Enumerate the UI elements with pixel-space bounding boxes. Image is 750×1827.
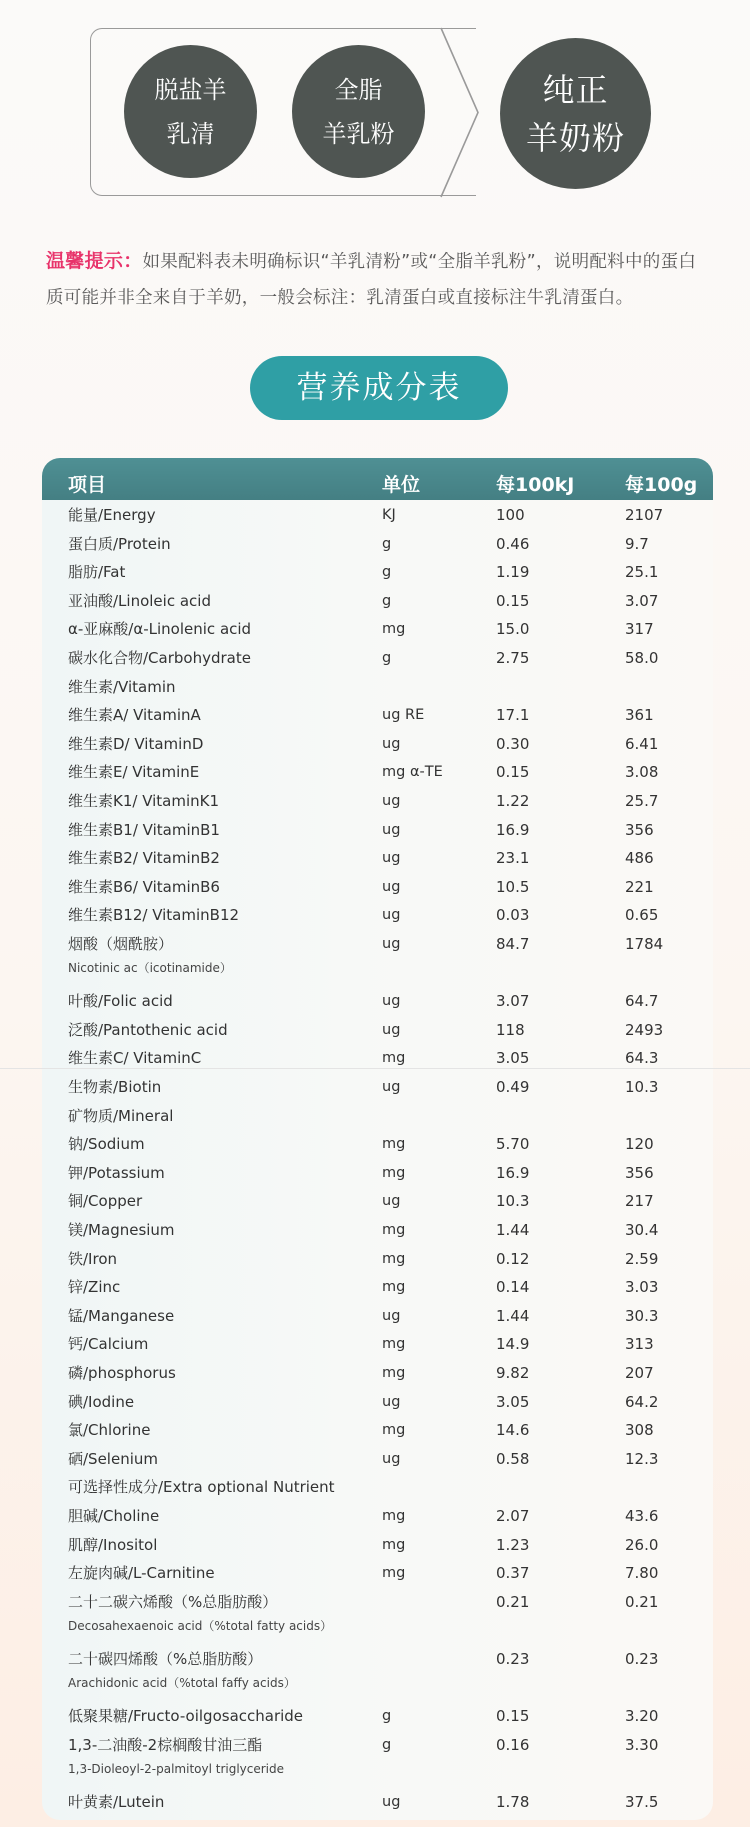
cell-item: 二十二碳六烯酸（%总脂肪酸）	[68, 1592, 278, 1611]
cell-item: 维生素/Vitamin	[68, 677, 176, 696]
cell-per-100g: 3.07	[625, 591, 659, 610]
arrow-right-icon	[440, 27, 480, 198]
cell-per-100g: 356	[625, 820, 654, 839]
cell-unit: ug	[382, 821, 401, 838]
nutrition-table	[42, 458, 713, 1820]
cell-item: 二十碳四烯酸（%总脂肪酸）	[68, 1650, 263, 1668]
table-row	[42, 1702, 713, 1731]
cell-item-english: Nicotinic ac（icotinamide）	[68, 961, 232, 975]
cell-per-100kj: 1.19	[496, 563, 530, 582]
cell-item: 可选择性成分/Extra optional Nutrient	[68, 1478, 335, 1497]
cell-item: 维生素B2/ VitaminB2	[68, 849, 220, 868]
cell-per-100g: 486	[625, 849, 654, 868]
cell-per-100g: 361	[625, 706, 654, 725]
header-per-100kj: 每100kJ	[496, 474, 575, 496]
cell-unit: mg	[382, 1565, 406, 1582]
header-unit: 单位	[382, 474, 421, 496]
cell-unit: ug	[382, 1794, 401, 1810]
cell-item: 1,3-二油酸-2棕榈酸甘油三酯	[68, 1735, 263, 1754]
cell-item: 氯/Chlorine	[68, 1421, 151, 1440]
cell-per-100kj: 3.05	[496, 1392, 530, 1411]
table-row	[42, 1073, 713, 1102]
table-row	[42, 787, 713, 816]
cell-unit: mg	[382, 1536, 406, 1553]
cell-item: 硒/Selenium	[68, 1449, 158, 1468]
cell-per-100kj: 2.07	[496, 1507, 530, 1525]
header-item: 项目	[68, 474, 107, 496]
table-row	[42, 1788, 713, 1817]
table-row	[42, 987, 713, 1016]
table-row	[42, 1531, 713, 1560]
cell-per-100g: 3.08	[625, 763, 659, 782]
table-row	[42, 1473, 713, 1502]
cell-item: 左旋肉碱/L-Carnitine	[68, 1564, 215, 1583]
table-row	[42, 1102, 713, 1131]
cell-per-100g: 9.7	[625, 534, 649, 553]
cell-per-100kj: 1.44	[496, 1221, 530, 1239]
cell-per-100g: 1784	[625, 935, 664, 953]
table-row	[42, 1245, 713, 1274]
cell-item: 泛酸/Pantothenic acid	[68, 1020, 228, 1039]
cell-unit: mg	[382, 1222, 406, 1238]
cell-per-100g: 317	[625, 620, 654, 639]
cell-item: 镁/Magnesium	[68, 1221, 175, 1239]
cell-item: 能量/Energy	[68, 506, 156, 524]
cell-item: 低聚果糖/Fructo-oilgosaccharide	[68, 1707, 304, 1726]
tip-lead: 温馨提示：	[46, 250, 143, 272]
table-row	[42, 1731, 713, 1776]
cell-per-100g: 120	[625, 1135, 654, 1154]
ingredient-circle-desalted-whey	[124, 45, 257, 178]
cell-unit: g	[382, 592, 392, 609]
cell-item: 维生素B1/ VitaminB1	[68, 820, 220, 839]
cell-unit: ug	[382, 1021, 401, 1038]
cell-per-100kj: 0.16	[496, 1735, 530, 1754]
cell-per-100g: 2107	[625, 506, 664, 524]
cell-item: 生物素/Biotin	[68, 1078, 162, 1096]
table-row	[42, 873, 713, 902]
cell-per-100kj: 1.23	[496, 1535, 530, 1554]
table-row	[42, 1159, 713, 1188]
cell-unit: ug	[382, 993, 401, 1010]
table-row	[42, 1445, 713, 1474]
cell-unit: mg α-TE	[382, 764, 443, 781]
cell-unit: mg	[382, 1508, 406, 1524]
cell-per-100g: 64.7	[625, 992, 659, 1011]
cell-per-100kj: 15.0	[496, 620, 530, 639]
cell-unit: mg	[382, 1164, 406, 1181]
cell-unit: ug	[382, 878, 401, 895]
table-row	[42, 1588, 713, 1633]
cell-item: 锌/Zinc	[68, 1278, 121, 1297]
cell-per-100g: 3.20	[625, 1707, 659, 1726]
cell-unit: ug	[382, 1307, 401, 1324]
cell-per-100kj: 0.15	[496, 763, 530, 782]
cell-per-100kj: 1.22	[496, 792, 530, 810]
table-row	[42, 930, 713, 975]
table-row	[42, 644, 713, 673]
cell-unit: ug	[382, 1079, 401, 1095]
cell-unit: mg	[382, 1336, 406, 1353]
cell-per-100kj: 23.1	[496, 849, 530, 868]
cell-per-100kj: 0.15	[496, 1707, 530, 1726]
circle-line: 羊奶粉	[525, 118, 625, 157]
header-per-100g: 每100g	[625, 474, 698, 496]
cell-item-english: Decosahexaenoic acid（%total fatty acids）	[68, 1618, 333, 1633]
cell-per-100kj: 10.5	[496, 877, 530, 896]
table-header	[42, 458, 713, 500]
cell-item-english: 1,3-Dioleoyl-2-palmitoyl triglyceride	[68, 1761, 285, 1776]
cell-per-100kj: 2.75	[496, 649, 530, 667]
table-row	[42, 1388, 713, 1417]
cell-per-100g: 221	[625, 877, 654, 896]
table-row	[42, 701, 713, 730]
cell-item: 叶黄素/Lutein	[68, 1793, 165, 1811]
ingredient-circle-whole-goat-milk-powder	[292, 45, 425, 178]
table-row	[42, 1559, 713, 1588]
cell-item: 维生素C/ VitaminC	[68, 1049, 202, 1068]
cell-unit: mg	[382, 1279, 406, 1296]
cell-per-100g: 0.23	[625, 1650, 659, 1668]
cell-unit: mg	[382, 1250, 406, 1267]
cell-item: 钾/Potassium	[68, 1163, 165, 1182]
cell-per-100g: 313	[625, 1335, 654, 1354]
cell-unit: g	[382, 564, 392, 581]
table-row	[42, 530, 713, 559]
cell-per-100kj: 1.78	[496, 1793, 530, 1811]
table-row	[42, 1302, 713, 1331]
table-row	[42, 558, 713, 587]
table-row	[42, 1187, 713, 1216]
cell-per-100kj: 0.58	[496, 1449, 530, 1468]
cell-item: 烟酸（烟酰胺）	[68, 935, 174, 953]
cell-item: 维生素K1/ VitaminK1	[68, 792, 220, 810]
cell-per-100g: 308	[625, 1421, 654, 1440]
result-circle-pure-goat-milk-powder	[500, 38, 651, 189]
table-row	[42, 587, 713, 616]
cell-per-100kj: 9.82	[496, 1364, 530, 1382]
cell-item: 叶酸/Folic acid	[68, 992, 173, 1011]
cell-per-100kj: 0.46	[496, 534, 530, 553]
cell-unit: KJ	[382, 507, 396, 523]
table-row	[42, 615, 713, 644]
cell-per-100g: 37.5	[625, 1793, 659, 1811]
cell-unit: ug	[382, 907, 401, 924]
cell-per-100g: 217	[625, 1192, 654, 1211]
cell-per-100g: 7.80	[625, 1564, 659, 1583]
cell-per-100kj: 0.14	[496, 1278, 530, 1297]
circle-line: 脱盐羊	[154, 75, 227, 104]
cell-per-100g: 10.3	[625, 1078, 659, 1096]
cell-per-100g: 64.3	[625, 1049, 659, 1068]
cell-per-100kj: 0.12	[496, 1249, 530, 1268]
cell-per-100g: 30.3	[625, 1306, 659, 1325]
table-row	[42, 1645, 713, 1690]
cell-per-100kj: 118	[496, 1020, 525, 1039]
table-row	[42, 901, 713, 930]
cell-unit: ug	[382, 1393, 401, 1410]
cell-unit: ug	[382, 936, 401, 952]
table-row	[42, 844, 713, 873]
cell-unit: mg	[382, 1365, 406, 1381]
table-row	[42, 1016, 713, 1045]
cell-per-100g: 0.65	[625, 906, 659, 925]
warm-tip	[46, 243, 706, 316]
cell-per-100kj: 0.30	[496, 734, 530, 753]
circle-line: 全脂	[334, 75, 383, 104]
cell-per-100kj: 17.1	[496, 706, 530, 725]
cell-item: 脂肪/Fat	[68, 563, 126, 582]
table-row	[42, 1330, 713, 1359]
cell-item: 胆碱/Choline	[68, 1507, 160, 1525]
cell-per-100g: 2493	[625, 1020, 664, 1039]
cell-per-100g: 30.4	[625, 1221, 659, 1239]
circle-line: 乳清	[166, 119, 215, 148]
cell-per-100kj: 0.23	[496, 1650, 530, 1668]
cell-item: 钠/Sodium	[68, 1135, 145, 1154]
cell-per-100kj: 0.15	[496, 591, 530, 610]
cell-item: 钙/Calcium	[68, 1335, 149, 1354]
cell-item: 蛋白质/Protein	[68, 534, 171, 553]
cell-per-100g: 26.0	[625, 1535, 659, 1554]
cell-unit: mg	[382, 1050, 406, 1067]
table-row	[42, 1216, 713, 1245]
cell-unit: g	[382, 650, 392, 666]
cell-unit: ug	[382, 1450, 401, 1467]
table-row	[42, 1359, 713, 1388]
cell-item-english: Arachidonic acid（%total faffy acids）	[68, 1676, 296, 1690]
cell-unit: ug	[382, 850, 401, 867]
cell-per-100kj: 14.6	[496, 1421, 530, 1440]
table-row	[42, 1130, 713, 1159]
cell-per-100g: 12.3	[625, 1449, 659, 1468]
table-row	[42, 758, 713, 787]
cell-unit: mg	[382, 621, 406, 638]
cell-per-100g: 6.41	[625, 734, 659, 753]
cell-item: 维生素E/ VitaminE	[68, 763, 200, 782]
cell-item: 维生素B12/ VitaminB12	[68, 906, 240, 925]
table-row	[42, 673, 713, 702]
cell-item: 维生素D/ VitaminD	[68, 734, 204, 753]
cell-per-100g: 43.6	[625, 1507, 659, 1525]
cell-unit: ug	[382, 793, 401, 809]
circle-line: 羊乳粉	[322, 119, 395, 148]
cell-per-100kj: 3.07	[496, 992, 530, 1011]
cell-unit: g	[382, 535, 392, 552]
cell-per-100g: 3.03	[625, 1278, 659, 1297]
cell-per-100g: 0.21	[625, 1592, 659, 1611]
cell-per-100g: 356	[625, 1163, 654, 1182]
table-row	[42, 501, 713, 530]
cell-unit: ug	[382, 735, 401, 752]
divider	[0, 1068, 750, 1069]
cell-unit: ug RE	[382, 707, 425, 724]
cell-per-100kj: 16.9	[496, 1163, 530, 1182]
cell-per-100g: 3.30	[625, 1735, 659, 1754]
cell-unit: mg	[382, 1136, 406, 1153]
cell-per-100kj: 3.05	[496, 1049, 530, 1068]
cell-item: 铁/Iron	[68, 1249, 117, 1268]
cell-per-100kj: 0.21	[496, 1592, 530, 1611]
cell-per-100kj: 1.44	[496, 1306, 530, 1325]
table-row	[42, 1502, 713, 1531]
cell-item: 亚油酸/Linoleic acid	[68, 591, 211, 610]
cell-item: 锰/Manganese	[68, 1306, 175, 1325]
cell-item: 磷/phosphorus	[68, 1364, 176, 1382]
cell-per-100g: 58.0	[625, 649, 659, 667]
cell-per-100kj: 5.70	[496, 1135, 530, 1154]
cell-per-100kj: 0.49	[496, 1078, 530, 1096]
cell-per-100kj: 0.03	[496, 906, 530, 925]
cell-item: 碳水化合物/Carbohydrate	[68, 649, 251, 667]
table-row	[42, 1273, 713, 1302]
table-row	[42, 730, 713, 759]
cell-item: 碘/Iodine	[68, 1392, 135, 1411]
cell-per-100g: 25.1	[625, 563, 659, 582]
table-row	[42, 1416, 713, 1445]
cell-per-100g: 207	[625, 1364, 654, 1382]
cell-per-100kj: 100	[496, 506, 525, 524]
cell-per-100kj: 84.7	[496, 935, 530, 953]
cell-per-100kj: 10.3	[496, 1192, 530, 1211]
cell-per-100g: 2.59	[625, 1249, 659, 1268]
cell-item: α-亚麻酸/α-Linolenic acid	[68, 620, 252, 639]
cell-per-100kj: 14.9	[496, 1335, 530, 1354]
cell-per-100kj: 0.37	[496, 1564, 530, 1583]
cell-item: 维生素B6/ VitaminB6	[68, 877, 220, 896]
cell-unit: g	[382, 1736, 392, 1753]
table-row	[42, 816, 713, 845]
cell-item: 肌醇/Inositol	[68, 1535, 158, 1554]
circle-line: 纯正	[542, 70, 609, 109]
cell-unit: ug	[382, 1193, 401, 1210]
cell-item: 维生素A/ VitaminA	[68, 706, 201, 725]
cell-per-100g: 25.7	[625, 792, 659, 810]
tip-text: 如果配料表未明确标识“羊乳清粉”或“全脂羊乳粉”，说明配料中的蛋白质可能并非全来自于羊奶，一般会标注：乳清蛋白或直接标注牛乳清蛋白。	[46, 252, 697, 308]
cell-item: 矿物质/Mineral	[68, 1106, 174, 1125]
cell-item: 铜/Copper	[68, 1192, 143, 1211]
cell-unit: mg	[382, 1422, 406, 1439]
section-title: 营养成分表	[250, 356, 508, 420]
cell-per-100kj: 16.9	[496, 820, 530, 839]
cell-per-100g: 64.2	[625, 1392, 659, 1411]
cell-unit: g	[382, 1708, 392, 1725]
